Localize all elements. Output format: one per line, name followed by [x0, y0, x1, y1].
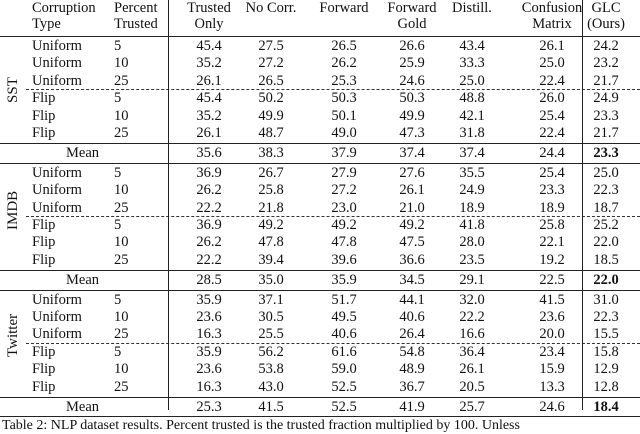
header-column-label: (Ours) — [587, 16, 625, 32]
table-cell: 43.0 — [258, 378, 284, 395]
table-cell: 25.8 — [258, 182, 284, 199]
table-cell: 18.5 — [593, 251, 619, 268]
row-corruption-type: Flip — [32, 217, 56, 233]
vertical-rule — [168, 0, 169, 410]
row-corruption-type: Flip — [32, 125, 56, 141]
table-cell: 27.2 — [331, 182, 357, 199]
table-cell: 26.1 — [539, 38, 565, 54]
table-cell: 23.3 — [539, 182, 565, 199]
table-cell: 27.5 — [258, 38, 284, 54]
mean-cell: 41.5 — [258, 399, 284, 415]
table-cell: 16.3 — [196, 326, 222, 343]
row-percent-trusted: 5 — [114, 217, 122, 233]
table-cell: 48.7 — [258, 125, 284, 141]
header-column-label: Distill. — [452, 0, 492, 16]
table-cell: 27.2 — [258, 55, 284, 72]
table-cell: 21.0 — [399, 199, 425, 216]
table-cell: 24.9 — [459, 182, 485, 199]
table-cell: 23.6 — [539, 309, 565, 325]
mean-cell: 37.4 — [399, 145, 425, 162]
table-cell: 22.3 — [593, 309, 619, 325]
table-cell: 22.4 — [539, 125, 565, 141]
mean-cell: 22.5 — [539, 272, 565, 289]
table-cell: 49.5 — [331, 309, 357, 325]
table-cell: 13.3 — [539, 378, 565, 395]
table-cell: 26.6 — [399, 38, 425, 54]
table-cell: 26.1 — [459, 361, 485, 378]
header-corruption-type: Corruption — [32, 0, 96, 16]
mean-cell: 35.6 — [196, 145, 222, 162]
table-cell: 27.9 — [331, 164, 357, 181]
table-cell: 26.0 — [539, 90, 565, 107]
table-cell: 24.9 — [593, 90, 619, 107]
mean-row-label: Mean — [66, 272, 100, 289]
header-column-label: Forward — [387, 0, 437, 16]
table-cell: 23.5 — [459, 251, 485, 268]
table-cell: 12.9 — [593, 361, 619, 378]
row-percent-trusted: 10 — [114, 107, 129, 124]
table-cell: 27.6 — [399, 164, 425, 181]
table-cell: 18.7 — [593, 199, 619, 216]
table-caption: Table 2: NLP dataset results. Percent trusted is the trusted fraction multiplied by 100. Unless — [2, 418, 520, 433]
table-cell: 39.6 — [331, 251, 357, 268]
mean-cell: 22.0 — [593, 272, 619, 289]
row-percent-trusted: 5 — [114, 90, 122, 107]
mean-cell: 35.0 — [258, 272, 284, 289]
table-cell: 25.0 — [459, 72, 485, 89]
mean-cell: 24.4 — [539, 145, 565, 162]
table-cell: 49.2 — [331, 217, 357, 233]
row-percent-trusted: 10 — [114, 234, 129, 251]
row-percent-trusted: 10 — [114, 55, 129, 72]
row-percent-trusted: 10 — [114, 309, 129, 325]
row-percent-trusted: 25 — [114, 251, 129, 268]
table-cell: 26.7 — [258, 164, 284, 181]
table-cell: 49.9 — [399, 107, 425, 124]
table-cell: 31.8 — [459, 125, 485, 141]
table-cell: 23.6 — [196, 309, 222, 325]
row-percent-trusted: 25 — [114, 326, 129, 343]
table-cell: 20.0 — [539, 326, 565, 343]
table-cell: 26.2 — [196, 182, 222, 199]
table-cell: 25.0 — [593, 164, 619, 181]
table-cell: 16.6 — [459, 326, 485, 343]
row-corruption-type: Flip — [32, 343, 56, 360]
table-cell: 44.1 — [399, 291, 425, 308]
row-percent-trusted: 5 — [114, 38, 122, 54]
table-cell: 50.2 — [258, 90, 284, 107]
header-column-label: Only — [194, 16, 224, 32]
table-cell: 36.4 — [459, 343, 485, 360]
table-cell: 26.1 — [196, 125, 222, 141]
mean-cell: 29.1 — [459, 272, 485, 289]
table-cell: 25.8 — [539, 217, 565, 233]
table-cell: 18.9 — [539, 199, 565, 216]
table-cell: 28.0 — [459, 234, 485, 251]
row-corruption-type: Uniform — [32, 164, 82, 181]
dataset-group-label: IMDB — [5, 190, 21, 230]
table-cell: 18.9 — [459, 199, 485, 216]
table-cell: 24.6 — [399, 72, 425, 89]
mean-cell: 25.3 — [196, 399, 222, 415]
table-cell: 49.2 — [399, 217, 425, 233]
row-percent-trusted: 5 — [114, 343, 122, 360]
mean-cell: 37.4 — [459, 145, 485, 162]
vertical-rule — [582, 0, 583, 410]
row-corruption-type: Uniform — [32, 326, 82, 343]
table-cell: 23.3 — [593, 107, 619, 124]
row-corruption-type: Flip — [32, 234, 56, 251]
row-corruption-type: Uniform — [32, 72, 82, 89]
table-cell: 35.9 — [196, 343, 222, 360]
row-percent-trusted: 5 — [114, 164, 122, 181]
table-cell: 51.7 — [331, 291, 357, 308]
header-column-label: Trusted — [187, 0, 231, 16]
row-corruption-type: Uniform — [32, 199, 82, 216]
row-corruption-type: Flip — [32, 90, 56, 107]
mean-cell: 28.5 — [196, 272, 222, 289]
table-cell: 26.4 — [399, 326, 425, 343]
row-percent-trusted: 25 — [114, 125, 129, 141]
table-cell: 47.3 — [399, 125, 425, 141]
table-cell: 25.9 — [399, 55, 425, 72]
mean-cell: 24.6 — [539, 399, 565, 415]
header-column-label: Confusion — [521, 0, 583, 16]
row-corruption-type: Uniform — [32, 309, 82, 325]
table-cell: 23.6 — [196, 361, 222, 378]
table-cell: 26.5 — [331, 38, 357, 54]
table-cell: 50.3 — [399, 90, 425, 107]
table-cell: 56.2 — [258, 343, 284, 360]
table-cell: 26.5 — [258, 72, 284, 89]
table-cell: 25.3 — [331, 72, 357, 89]
row-corruption-type: Flip — [32, 361, 56, 378]
table-cell: 42.1 — [459, 107, 485, 124]
table-cell: 49.2 — [258, 217, 284, 233]
mean-cell: 38.3 — [258, 145, 284, 162]
header-percent-trusted: Percent — [114, 0, 158, 16]
table-cell: 48.9 — [399, 361, 425, 378]
row-percent-trusted: 25 — [114, 378, 129, 395]
table-cell: 25.2 — [593, 217, 619, 233]
table-cell: 41.8 — [459, 217, 485, 233]
table-cell: 52.5 — [331, 378, 357, 395]
table-cell: 30.5 — [258, 309, 284, 325]
table-cell: 54.8 — [399, 343, 425, 360]
table-cell: 50.1 — [331, 107, 357, 124]
table-cell: 35.2 — [196, 55, 222, 72]
row-percent-trusted: 25 — [114, 72, 129, 89]
mean-row-label: Mean — [66, 399, 100, 415]
table-cell: 21.7 — [593, 72, 619, 89]
header-percent-trusted: Trusted — [114, 16, 158, 32]
table-cell: 33.3 — [459, 55, 485, 72]
table-cell: 49.0 — [331, 125, 357, 141]
table-cell: 41.5 — [539, 291, 565, 308]
table-cell: 26.2 — [196, 234, 222, 251]
table-cell: 45.4 — [196, 90, 222, 107]
horizontal-rule — [0, 163, 640, 164]
table-cell: 22.3 — [593, 182, 619, 199]
table-cell: 15.9 — [539, 361, 565, 378]
table-cell: 35.5 — [459, 164, 485, 181]
table-cell: 50.3 — [331, 90, 357, 107]
table-cell: 61.6 — [331, 343, 357, 360]
header-column-label: Matrix — [532, 16, 572, 32]
header-column-label: Gold — [397, 16, 427, 32]
table-cell: 22.4 — [539, 72, 565, 89]
row-corruption-type: Uniform — [32, 291, 82, 308]
table-cell: 32.0 — [459, 291, 485, 308]
row-percent-trusted: 5 — [114, 291, 122, 308]
table-cell: 23.2 — [593, 55, 619, 72]
header-corruption-type: Type — [32, 16, 61, 32]
table-cell: 53.8 — [258, 361, 284, 378]
table-cell: 49.9 — [258, 107, 284, 124]
table-cell: 22.0 — [593, 234, 619, 251]
mean-row-label: Mean — [66, 145, 100, 162]
table-cell: 16.3 — [196, 378, 222, 395]
row-corruption-type: Uniform — [32, 55, 82, 72]
mean-cell: 35.9 — [331, 272, 357, 289]
table-cell: 21.8 — [258, 199, 284, 216]
table-cell: 19.2 — [539, 251, 565, 268]
table-cell: 15.5 — [593, 326, 619, 343]
row-corruption-type: Flip — [32, 251, 56, 268]
dataset-group-label: SST — [5, 77, 21, 104]
mean-cell: 25.7 — [459, 399, 485, 415]
horizontal-rule — [0, 397, 640, 398]
table-cell: 35.2 — [196, 107, 222, 124]
table-cell: 12.8 — [593, 378, 619, 395]
table-cell: 24.2 — [593, 38, 619, 54]
table-cell: 47.8 — [258, 234, 284, 251]
table-cell: 20.5 — [459, 378, 485, 395]
table-cell: 22.2 — [196, 251, 222, 268]
horizontal-rule — [0, 143, 640, 144]
table-cell: 59.0 — [331, 361, 357, 378]
table-cell: 47.5 — [399, 234, 425, 251]
table-cell: 43.4 — [459, 38, 485, 54]
mean-cell: 34.5 — [399, 272, 425, 289]
table-cell: 26.1 — [399, 182, 425, 199]
table-cell: 25.5 — [258, 326, 284, 343]
table-cell: 48.8 — [459, 90, 485, 107]
table-cell: 23.0 — [331, 199, 357, 216]
row-corruption-type: Uniform — [32, 182, 82, 199]
table-cell: 47.8 — [331, 234, 357, 251]
table-cell: 25.4 — [539, 164, 565, 181]
mean-cell: 37.9 — [331, 145, 357, 162]
header-column-label: Forward — [319, 0, 369, 16]
table-cell: 36.9 — [196, 217, 222, 233]
mean-cell: 52.5 — [331, 399, 357, 415]
horizontal-rule — [0, 290, 640, 291]
row-percent-trusted: 25 — [114, 199, 129, 216]
table-cell: 40.6 — [331, 326, 357, 343]
row-percent-trusted: 10 — [114, 182, 129, 199]
table-cell: 45.4 — [196, 38, 222, 54]
table-cell: 21.7 — [593, 125, 619, 141]
horizontal-rule — [0, 36, 640, 37]
table-cell: 25.0 — [539, 55, 565, 72]
table-cell: 40.6 — [399, 309, 425, 325]
table-cell: 36.6 — [399, 251, 425, 268]
horizontal-rule — [0, 270, 640, 271]
table-cell: 15.8 — [593, 343, 619, 360]
row-corruption-type: Flip — [32, 107, 56, 124]
table-cell: 26.2 — [331, 55, 357, 72]
table-cell: 31.0 — [593, 291, 619, 308]
row-percent-trusted: 10 — [114, 361, 129, 378]
row-corruption-type: Uniform — [32, 38, 82, 54]
table-cell: 26.1 — [196, 72, 222, 89]
table-cell: 36.9 — [196, 164, 222, 181]
mean-cell: 41.9 — [399, 399, 425, 415]
table-cell: 36.7 — [399, 378, 425, 395]
header-column-label: No Corr. — [245, 0, 297, 16]
table-cell: 22.1 — [539, 234, 565, 251]
table-cell: 22.2 — [196, 199, 222, 216]
table-cell: 25.4 — [539, 107, 565, 124]
mean-cell: 23.3 — [593, 145, 619, 162]
header-column-label: GLC — [591, 0, 621, 16]
table-cell: 35.9 — [196, 291, 222, 308]
table-cell: 37.1 — [258, 291, 284, 308]
row-corruption-type: Flip — [32, 378, 56, 395]
mean-cell: 18.4 — [593, 399, 619, 415]
table-cell: 22.2 — [459, 309, 485, 325]
table-cell: 23.4 — [539, 343, 565, 360]
table-cell: 39.4 — [258, 251, 284, 268]
dataset-group-label: Twitter — [5, 313, 21, 357]
